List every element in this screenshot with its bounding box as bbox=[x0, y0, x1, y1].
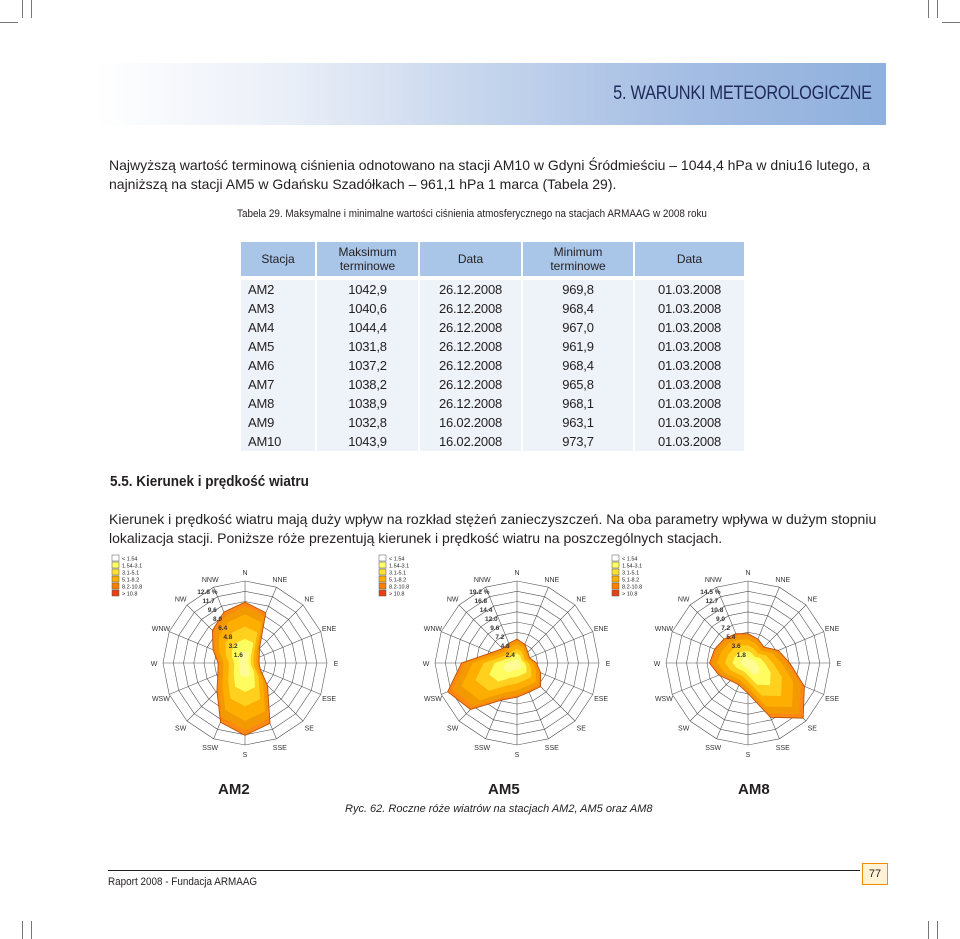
table-cell-min-date: 01.03.2008 bbox=[657, 396, 722, 411]
legend-label: > 10.8 bbox=[389, 591, 405, 598]
rose-direction-label: NNW bbox=[473, 576, 491, 584]
table-row bbox=[241, 413, 744, 432]
header-min: Minimum terminowe bbox=[522, 242, 634, 276]
figure-caption: Ryc. 62. Roczne róże wiatrów na stacjach AM2, AM5 oraz AM8 bbox=[345, 803, 653, 815]
station-label-am8: AM8 bbox=[738, 781, 770, 798]
table-cell-min: 965,8 bbox=[522, 375, 634, 394]
rose-ring-label: 1.8 bbox=[736, 652, 746, 659]
table-header-row bbox=[241, 242, 744, 276]
table-cell-max-date: 26.12.2008 bbox=[419, 299, 522, 318]
legend-label: 1.54-3.1 bbox=[122, 563, 143, 570]
table-cell-max-date: 16.02.2008 bbox=[419, 413, 522, 432]
table-cell-min-date: 01.03.2008 bbox=[657, 301, 722, 316]
rose-direction-label: ESE bbox=[594, 695, 609, 703]
legend-swatch bbox=[112, 555, 119, 561]
rose-direction-label: S bbox=[514, 752, 520, 759]
table-row bbox=[241, 318, 744, 337]
crop-mark bbox=[937, 0, 938, 18]
legend-label: 1.54-3.1 bbox=[389, 563, 410, 570]
legend-swatch bbox=[612, 583, 619, 589]
pressure-table bbox=[241, 242, 744, 451]
legend-swatch bbox=[379, 576, 386, 582]
rose-direction-label: NNW bbox=[704, 576, 722, 584]
table-cell-max: 1031,8 bbox=[316, 337, 419, 356]
legend-label: 1.54-3.1 bbox=[622, 563, 643, 570]
intro-paragraph bbox=[109, 156, 889, 194]
rose-direction-label: SW bbox=[447, 725, 459, 733]
rose-direction-label: NE bbox=[304, 596, 315, 604]
table-row bbox=[241, 375, 744, 394]
table-cell-min-date: 01.03.2008 bbox=[657, 282, 722, 297]
legend-swatch bbox=[112, 576, 119, 582]
legend-label: > 10.8 bbox=[622, 591, 638, 598]
rose-ring-label: 6.4 bbox=[218, 624, 228, 632]
rose-direction-label: E bbox=[333, 661, 339, 668]
crop-mark bbox=[942, 22, 960, 23]
table-cell-station: AM7 bbox=[241, 375, 316, 394]
table-cell-max-date: 26.12.2008 bbox=[419, 280, 522, 299]
wind-paragraph: Kierunek i prędkość wiatru mają duży wpływ na rozkład stężeń zanieczyszczeń. Na oba parametry wpływa w dużym stopniu lokalizacja stacji. Poniższe róże prezentują kierunek i prędkość wiatru na poszczególnych stacjach. bbox=[109, 511, 877, 546]
rose-ring-label: 3.6 bbox=[731, 643, 741, 650]
rose-direction-label: E bbox=[605, 661, 611, 668]
table-cell-station: AM8 bbox=[241, 394, 316, 413]
legend-swatch bbox=[612, 576, 619, 582]
header-min-date: Data bbox=[634, 242, 744, 276]
rose-direction-label: SSW bbox=[474, 745, 491, 753]
rose-direction-label: SE bbox=[576, 725, 586, 733]
intro-text: Najwyższą wartość terminową ciśnienia odnotowano na stacji AM10 w Gdyni Śródmieściu – 1044,4 hPa w dniu16 lutego, a najniższą na stacji AM5 w Gdańsku Szadółkach – 961,1 hPa 1 marca (Tabela 29). bbox=[109, 157, 871, 192]
rose-ring-label: 5.4 bbox=[726, 633, 736, 641]
legend-swatch bbox=[112, 590, 119, 596]
rose-ring-label: 14.4 bbox=[479, 606, 493, 614]
rose-direction-label: NE bbox=[807, 596, 818, 604]
table-cell-max: 1042,9 bbox=[316, 280, 419, 299]
legend-label: 8.2-10.8 bbox=[122, 584, 143, 591]
table-cell-max-date: 26.12.2008 bbox=[419, 394, 522, 413]
rose-direction-label: SE bbox=[304, 725, 314, 733]
table-cell-max: 1040,6 bbox=[316, 299, 419, 318]
rose-ring-label: 9.6 bbox=[490, 624, 500, 632]
rose-ring-label: 4.8 bbox=[223, 633, 233, 641]
rose-direction-label: S bbox=[242, 752, 248, 759]
table-cell-min: 973,7 bbox=[522, 432, 634, 451]
crop-mark bbox=[31, 921, 32, 939]
table-cell-max: 1043,9 bbox=[316, 432, 419, 451]
rose-ring-label: 19.2 % bbox=[469, 588, 490, 596]
table-cell-max: 1038,2 bbox=[316, 375, 419, 394]
rose-direction-label: NW bbox=[174, 596, 187, 604]
rose-direction-label: N bbox=[514, 570, 520, 577]
table-caption: Tabela 29. Maksymalne i minimalne wartości ciśnienia atmosferycznego na stacjach ARMAAG w 2008 roku bbox=[237, 208, 707, 220]
legend-label: 5.1-8.2 bbox=[389, 577, 407, 584]
table-cell-min: 963,1 bbox=[522, 413, 634, 432]
legend-label: 3.1-5.1 bbox=[622, 570, 640, 577]
rose-direction-label: SSE bbox=[544, 745, 559, 753]
table-cell-max-date: 16.02.2008 bbox=[419, 432, 522, 451]
table-cell-max: 1037,2 bbox=[316, 356, 419, 375]
rose-ring-label: 16.8 bbox=[474, 597, 488, 605]
rose-ring-label: 12.7 bbox=[705, 597, 719, 605]
table-cell-max-date: 26.12.2008 bbox=[419, 318, 522, 337]
legend-label: 3.1-5.1 bbox=[122, 570, 140, 577]
table-cell-min: 968,1 bbox=[522, 394, 634, 413]
rose-ring-label: 10.8 bbox=[710, 606, 724, 614]
rose-direction-label: NW bbox=[677, 596, 690, 604]
rose-ring-label: 7.2 bbox=[721, 624, 731, 632]
section-banner bbox=[96, 63, 886, 125]
legend-label: < 1.54 bbox=[122, 556, 138, 563]
footer-rule bbox=[108, 870, 860, 871]
rose-direction-label: W bbox=[653, 661, 661, 668]
rose-direction-label: E bbox=[836, 661, 842, 668]
station-label-am2: AM2 bbox=[218, 781, 250, 798]
header-station: Stacja bbox=[241, 242, 316, 276]
table-row bbox=[241, 280, 744, 299]
table-cell-min-date: 01.03.2008 bbox=[657, 320, 722, 335]
table-cell-min-date: 01.03.2008 bbox=[657, 415, 722, 430]
legend-label: 3.1-5.1 bbox=[389, 570, 407, 577]
rose-direction-label: N bbox=[745, 570, 751, 577]
rose-direction-label: WSW bbox=[151, 695, 170, 703]
rose-direction-label: ESE bbox=[825, 695, 840, 703]
rose-direction-label: SSW bbox=[705, 745, 722, 753]
legend-label: 8.2-10.8 bbox=[389, 584, 410, 591]
table-row bbox=[241, 299, 744, 318]
crop-mark bbox=[0, 22, 18, 23]
rose-ring-label: 1.6 bbox=[233, 652, 243, 659]
table-cell-max: 1032,8 bbox=[316, 413, 419, 432]
table-cell-max-date: 26.12.2008 bbox=[419, 356, 522, 375]
legend-swatch bbox=[612, 555, 619, 561]
rose-ring-label: 8.0 bbox=[213, 615, 223, 623]
legend-swatch bbox=[379, 555, 386, 561]
rose-direction-label: WNW bbox=[654, 626, 674, 634]
rose-direction-label: SSE bbox=[775, 745, 790, 753]
rose-ring-label: 3.2 bbox=[228, 643, 238, 650]
rose-direction-label: NNE bbox=[272, 576, 288, 584]
table-cell-max-date: 26.12.2008 bbox=[419, 337, 522, 356]
rose-ring-label: 2.4 bbox=[505, 652, 515, 659]
rose-direction-label: NNW bbox=[201, 576, 219, 584]
legend-swatch bbox=[612, 562, 619, 568]
rose-ring-label: 12.0 bbox=[485, 615, 498, 623]
table-cell-station: AM3 bbox=[241, 299, 316, 318]
rose-direction-label: NNE bbox=[544, 576, 560, 584]
table-cell-max: 1044,4 bbox=[316, 318, 419, 337]
rose-ring-label: 12.8 % bbox=[197, 588, 218, 596]
table-cell-station: AM10 bbox=[241, 432, 316, 451]
rose-direction-label: NE bbox=[576, 596, 587, 604]
legend-swatch bbox=[112, 583, 119, 589]
rose-direction-label: ENE bbox=[593, 626, 609, 634]
table-cell-min: 969,8 bbox=[522, 280, 634, 299]
rose-direction-label: WSW bbox=[423, 695, 442, 703]
crop-mark bbox=[937, 921, 938, 939]
legend-label: 5.1-8.2 bbox=[622, 577, 640, 584]
table-cell-min-date: 01.03.2008 bbox=[657, 358, 722, 373]
legend-label: > 10.8 bbox=[122, 591, 138, 598]
rose-direction-label: N bbox=[242, 570, 248, 577]
legend-swatch bbox=[379, 583, 386, 589]
table-cell-min-date: 01.03.2008 bbox=[657, 339, 722, 354]
table-cell-station: AM4 bbox=[241, 318, 316, 337]
legend-swatch bbox=[379, 562, 386, 568]
table-cell-station: AM6 bbox=[241, 356, 316, 375]
legend-swatch bbox=[379, 590, 386, 596]
rose-direction-label: ENE bbox=[824, 626, 840, 634]
rose-ring-label: 9.0 bbox=[716, 615, 726, 623]
section-heading-wind: 5.5. Kierunek i prędkość wiatru bbox=[110, 473, 309, 490]
table-cell-min: 968,4 bbox=[522, 299, 634, 318]
rose-ring-label: 4.8 bbox=[500, 643, 510, 650]
legend-swatch bbox=[112, 569, 119, 575]
rose-direction-label: WSW bbox=[654, 695, 673, 703]
crop-mark bbox=[928, 0, 929, 18]
legend-swatch bbox=[112, 562, 119, 568]
legend-swatch bbox=[612, 590, 619, 596]
crop-mark bbox=[22, 0, 23, 18]
legend-swatch bbox=[379, 569, 386, 575]
rose-ring-label: 11.7 bbox=[202, 597, 215, 605]
rose-direction-label: ESE bbox=[322, 695, 337, 703]
rose-direction-label: SW bbox=[175, 725, 187, 733]
rose-ring-label: 14.5 % bbox=[700, 588, 721, 596]
rose-direction-label: ENE bbox=[321, 626, 337, 634]
legend-label: 8.2-10.8 bbox=[622, 584, 643, 591]
table-cell-min-date: 01.03.2008 bbox=[657, 377, 722, 392]
rose-direction-label: S bbox=[745, 752, 751, 759]
rose-ring-label: 7.2 bbox=[495, 633, 505, 641]
rose-direction-label: SSW bbox=[202, 745, 219, 753]
rose-direction-label: SSE bbox=[272, 745, 287, 753]
rose-ring-label: 9.6 bbox=[207, 606, 217, 614]
rose-direction-label: W bbox=[422, 661, 430, 668]
legend-label: < 1.54 bbox=[622, 556, 638, 563]
table-cell-min: 961,9 bbox=[522, 337, 634, 356]
table-row bbox=[241, 432, 744, 451]
wind-rose-am8 bbox=[605, 553, 884, 775]
crop-mark bbox=[22, 921, 23, 939]
table-cell-station: AM9 bbox=[241, 413, 316, 432]
page-number: 77 bbox=[862, 863, 888, 885]
rose-direction-label: W bbox=[150, 661, 158, 668]
table-cell-max-date: 26.12.2008 bbox=[419, 375, 522, 394]
rose-direction-label: SW bbox=[678, 725, 690, 733]
table-cell-min: 968,4 bbox=[522, 356, 634, 375]
rose-direction-label: SE bbox=[807, 725, 817, 733]
rose-direction-label: WNW bbox=[151, 626, 171, 634]
table-cell-min: 967,0 bbox=[522, 318, 634, 337]
table-row bbox=[241, 394, 744, 413]
table-cell-min-date: 01.03.2008 bbox=[657, 434, 722, 449]
wind-rose-am2 bbox=[108, 553, 378, 775]
rose-direction-label: NNE bbox=[775, 576, 791, 584]
table-cell-station: AM5 bbox=[241, 337, 316, 356]
legend-swatch bbox=[612, 569, 619, 575]
rose-direction-label: NW bbox=[446, 596, 459, 604]
legend-label: 5.1-8.2 bbox=[122, 577, 140, 584]
rose-direction-label: WNW bbox=[423, 626, 443, 634]
header-max-date: Data bbox=[419, 242, 522, 276]
footer-publisher: Raport 2008 - Fundacja ARMAAG bbox=[108, 876, 258, 888]
section-title: 5. WARUNKI METEOROLOGICZNE bbox=[613, 83, 872, 104]
legend-label: < 1.54 bbox=[389, 556, 405, 563]
table-row bbox=[241, 356, 744, 375]
table-cell-station: AM2 bbox=[241, 280, 316, 299]
header-max: Maksimum terminowe bbox=[316, 242, 419, 276]
crop-mark bbox=[928, 921, 929, 939]
table-row bbox=[241, 337, 744, 356]
crop-mark bbox=[31, 0, 32, 18]
station-label-am5: AM5 bbox=[488, 781, 520, 798]
table-cell-max: 1038,9 bbox=[316, 394, 419, 413]
